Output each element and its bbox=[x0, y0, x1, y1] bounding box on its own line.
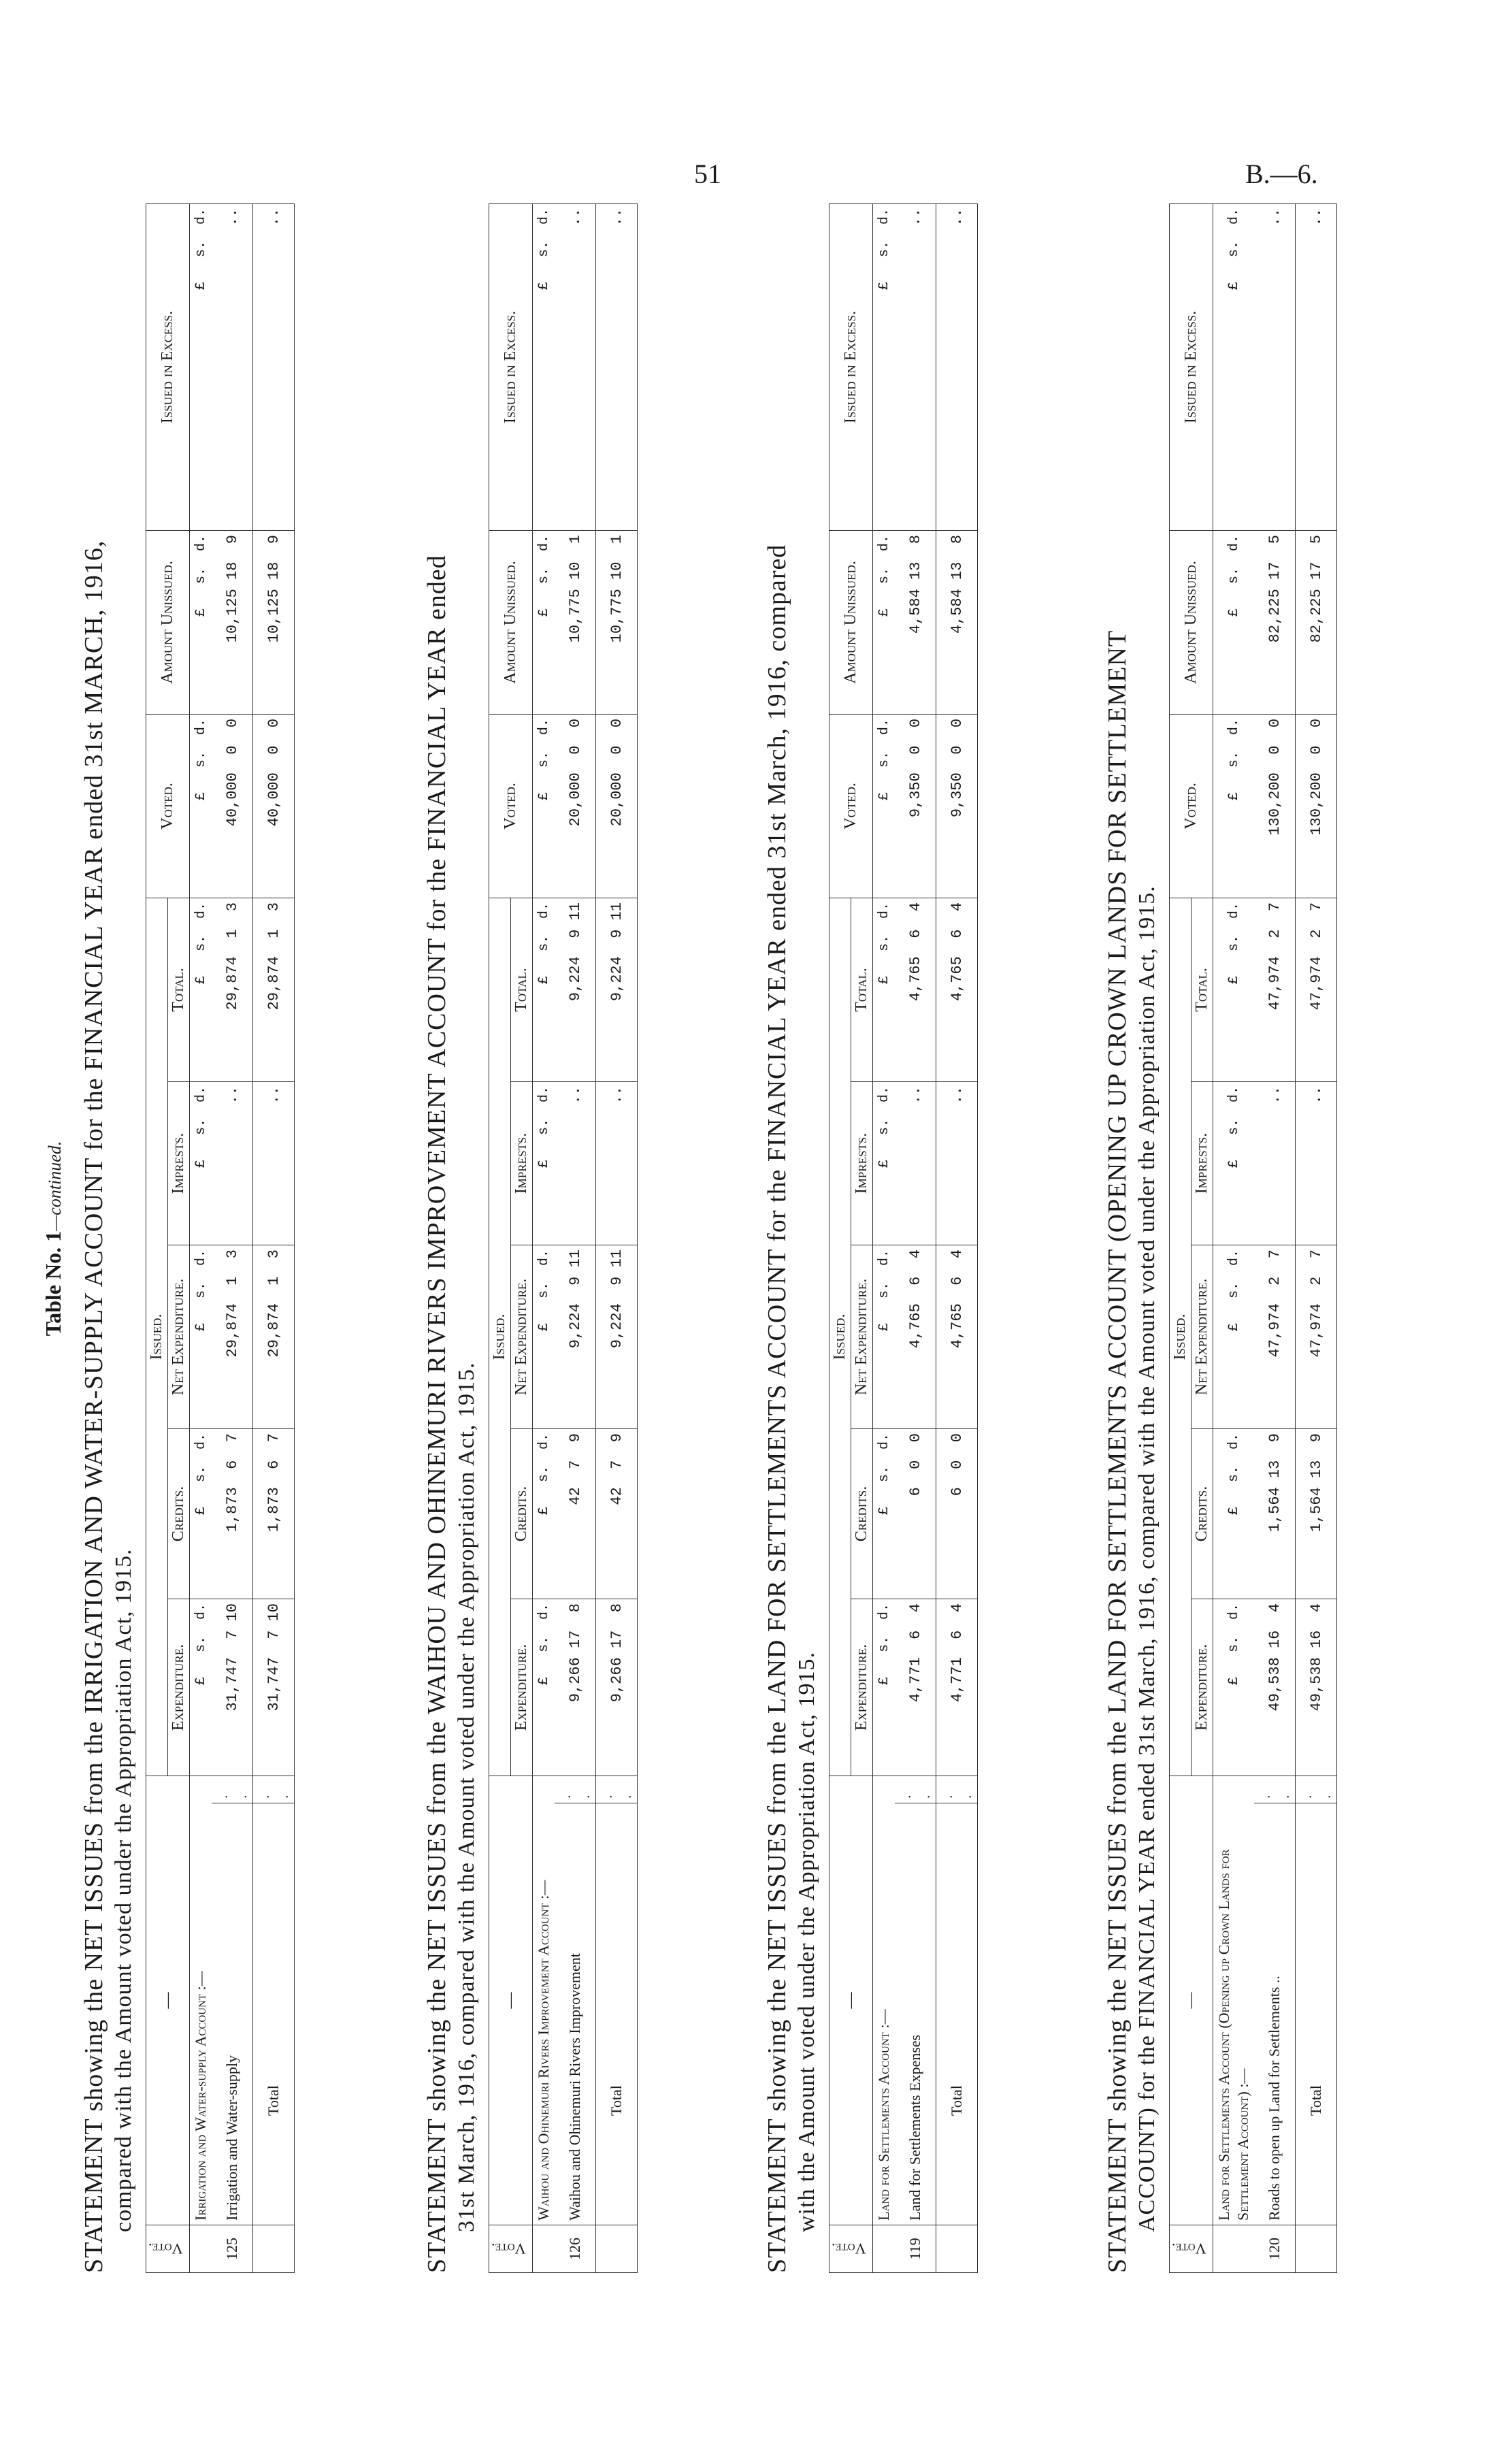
units-label: £ s. d. bbox=[190, 714, 212, 898]
total-issued-in-excess-cell: .. bbox=[596, 203, 638, 530]
units-label: £ s. d. bbox=[533, 1429, 555, 1599]
total-credits-cell: 6 0 0 bbox=[936, 1429, 978, 1599]
units-label: £ s. d. bbox=[190, 1245, 212, 1429]
units-label: £ s. d. bbox=[1213, 530, 1255, 714]
net-expenditure-cell: 4,765 6 4 bbox=[895, 1245, 936, 1429]
total-amount-unissued-cell: 10,125 18 9 bbox=[253, 530, 295, 714]
issued-in-excess-header: Issued in Excess. bbox=[489, 203, 533, 530]
amount-unissued-header: Amount Unissued. bbox=[829, 530, 873, 714]
net-expenditure-cell: 29,874 1 3 bbox=[212, 1245, 253, 1429]
total-row bbox=[1296, 203, 1337, 2272]
total-voted-cell: 20,000 0 0 bbox=[596, 714, 638, 898]
voted-cell: 9,350 0 0 bbox=[895, 714, 936, 898]
voted-cell: 40,000 0 0 bbox=[212, 714, 253, 898]
units-label: £ s. d. bbox=[190, 1429, 212, 1599]
statement-title-line2: ACCOUNT) for the FINANCIAL YEAR ended 31st March, 1916, compared with the Amount voted under the Appropriation Act, 1915. bbox=[1134, 885, 1160, 2232]
statement-title-line1: STATEMENT showing the NET ISSUES from the LAND FOR SETTLEMENTS ACCOUNT (OPENING UP CROWN LANDS FOR SETTLEMENT bbox=[1103, 629, 1132, 2273]
total-issued-in-excess-cell: .. bbox=[1296, 203, 1337, 530]
rotated-content bbox=[41, 204, 1443, 2273]
total-header: Total. bbox=[511, 898, 533, 1081]
total-amount-unissued-cell: 10,775 10 1 bbox=[596, 530, 638, 714]
total-voted-cell: 130,200 0 0 bbox=[1296, 714, 1337, 898]
vote-number: 120 bbox=[1254, 2225, 1296, 2273]
units-label: £ s. d. bbox=[533, 203, 555, 530]
units-label: £ s. d. bbox=[873, 1245, 895, 1429]
units-label: £ s. d. bbox=[873, 1599, 895, 1776]
item-description: Irrigation and Water-supply bbox=[212, 1803, 253, 2225]
issued-in-excess-cell: .. bbox=[1254, 203, 1296, 530]
total-imprests-cell: .. bbox=[253, 1082, 295, 1245]
units-label: £ s. d. bbox=[190, 203, 212, 530]
statement-section-119 bbox=[762, 204, 978, 2273]
statement-title-line2: with the Amount voted under the Appropriation Act, 1915. bbox=[794, 1651, 819, 2232]
units-label: £ s. d. bbox=[1213, 1245, 1255, 1429]
header-row-1 bbox=[1170, 203, 1191, 2272]
item-row bbox=[555, 203, 596, 2272]
total-imprests-cell: .. bbox=[596, 1082, 638, 1245]
leader-dots: . . bbox=[936, 1776, 978, 1803]
total-net-expenditure-cell: 29,874 1 3 bbox=[253, 1245, 295, 1429]
voted-header: Voted. bbox=[829, 714, 873, 898]
net-expenditure-cell: 47,974 2 7 bbox=[1254, 1245, 1296, 1429]
amount-unissued-cell: 4,584 13 8 bbox=[895, 530, 936, 714]
total-cell: 9,224 9 11 bbox=[555, 898, 596, 1081]
leader-dots: . . bbox=[1254, 1776, 1296, 1803]
description-header: — bbox=[146, 1776, 190, 2225]
net-expenditure-header: Net Expenditure. bbox=[1191, 1245, 1213, 1429]
expenditure-cell: 9,266 17 8 bbox=[555, 1599, 596, 1776]
units-label: £ s. d. bbox=[533, 1245, 555, 1429]
statement-title-line1: STATEMENT showing the NET ISSUES from the LAND FOR SETTLEMENTS ACCOUNT for the FINANCIAL YEAR ended 31st March, 1916, compared bbox=[763, 544, 791, 2273]
units-label: £ s. d. bbox=[873, 1082, 895, 1245]
page-number: 51 bbox=[694, 159, 721, 189]
statement-title-line2: 31st March, 1916, compared with the Amount voted under the Appropriation Act, 1915. bbox=[454, 1362, 479, 2232]
leader-dots: . . bbox=[1296, 1776, 1337, 1803]
imprests-cell: .. bbox=[895, 1082, 936, 1245]
units-label: £ s. d. bbox=[1213, 203, 1255, 530]
leader-dots: . . bbox=[555, 1776, 596, 1803]
net-expenditure-header: Net Expenditure. bbox=[168, 1245, 190, 1429]
total-imprests-cell: .. bbox=[1296, 1082, 1337, 1245]
statement-title bbox=[79, 204, 139, 2273]
units-label: £ s. d. bbox=[1213, 1599, 1255, 1776]
units-label: £ s. d. bbox=[1213, 1082, 1255, 1245]
total-row bbox=[253, 203, 295, 2272]
voted-header: Voted. bbox=[1170, 714, 1213, 898]
units-label: £ s. d. bbox=[190, 1082, 212, 1245]
statement-title bbox=[762, 204, 822, 2273]
statement-table bbox=[146, 203, 295, 2273]
units-label: £ s. d. bbox=[533, 1599, 555, 1776]
vote-header: Vote. bbox=[146, 2225, 190, 2273]
issued-header: Issued. bbox=[829, 898, 851, 1776]
amount-unissued-cell: 10,125 18 9 bbox=[212, 530, 253, 714]
total-net-expenditure-cell: 47,974 2 7 bbox=[1296, 1245, 1337, 1429]
item-row bbox=[895, 203, 936, 2272]
amount-unissued-header: Amount Unissued. bbox=[1170, 530, 1213, 714]
header-row-1 bbox=[146, 203, 168, 2272]
total-issued-in-excess-cell: .. bbox=[253, 203, 295, 530]
item-description: Land for Settlements Expenses bbox=[895, 1803, 936, 2225]
units-label: £ s. d. bbox=[533, 714, 555, 898]
imprests-header: Imprests. bbox=[511, 1082, 533, 1245]
total-voted-cell: 9,350 0 0 bbox=[936, 714, 978, 898]
units-label: £ s. d. bbox=[190, 530, 212, 714]
total-issued-in-excess-cell: .. bbox=[936, 203, 978, 530]
units-row bbox=[533, 203, 555, 2272]
header-row-1 bbox=[489, 203, 511, 2272]
credits-header: Credits. bbox=[511, 1429, 533, 1599]
credits-header: Credits. bbox=[851, 1429, 873, 1599]
voted-cell: 20,000 0 0 bbox=[555, 714, 596, 898]
units-label: £ s. d. bbox=[873, 714, 895, 898]
total-header: Total. bbox=[168, 898, 190, 1081]
issued-header: Issued. bbox=[1170, 898, 1191, 1776]
total-total-cell: 47,974 2 7 bbox=[1296, 898, 1337, 1081]
total-cell: 47,974 2 7 bbox=[1254, 898, 1296, 1081]
units-label: £ s. d. bbox=[1213, 714, 1255, 898]
leader-dots: . . bbox=[212, 1776, 253, 1803]
units-row bbox=[873, 203, 895, 2272]
expenditure-cell: 31,747 7 10 bbox=[212, 1599, 253, 1776]
credits-header: Credits. bbox=[1191, 1429, 1213, 1599]
total-voted-cell: 40,000 0 0 bbox=[253, 714, 295, 898]
units-label: £ s. d. bbox=[533, 530, 555, 714]
units-label: £ s. d. bbox=[873, 1429, 895, 1599]
net-expenditure-header: Net Expenditure. bbox=[851, 1245, 873, 1429]
vote-header: Vote. bbox=[829, 2225, 873, 2273]
imprests-cell: .. bbox=[555, 1082, 596, 1245]
account-heading: Land for Settlements Account (Opening up Crown Lands for Settlement Account) :— bbox=[1213, 1776, 1255, 2225]
description-header: — bbox=[829, 1776, 873, 2225]
amount-unissued-cell: 10,775 10 1 bbox=[555, 530, 596, 714]
total-expenditure-cell: 31,747 7 10 bbox=[253, 1599, 295, 1776]
units-label: £ s. d. bbox=[533, 1082, 555, 1245]
total-total-cell: 29,874 1 3 bbox=[253, 898, 295, 1081]
total-total-cell: 4,765 6 4 bbox=[936, 898, 978, 1081]
statement-section-125 bbox=[79, 204, 295, 2273]
units-row bbox=[190, 203, 212, 2272]
total-net-expenditure-cell: 4,765 6 4 bbox=[936, 1245, 978, 1429]
item-description: Roads to open up Land for Settlements .. bbox=[1254, 1803, 1296, 2225]
amount-unissued-header: Amount Unissued. bbox=[146, 530, 190, 714]
total-label: Total bbox=[936, 1803, 978, 2225]
description-header: — bbox=[489, 1776, 533, 2225]
issued-in-excess-header: Issued in Excess. bbox=[829, 203, 873, 530]
statement-title-line1: STATEMENT showing the NET ISSUES from the IRRIGATION AND WATER-SUPPLY ACCOUNT for the FINANCIAL YEAR ended 31st MARCH, 1916, bbox=[80, 540, 108, 2273]
sheet-reference: B.—6. bbox=[1245, 159, 1318, 189]
total-imprests-cell: .. bbox=[936, 1082, 978, 1245]
total-net-expenditure-cell: 9,224 9 11 bbox=[596, 1245, 638, 1429]
amount-unissued-cell: 82,225 17 5 bbox=[1254, 530, 1296, 714]
credits-cell: 42 7 9 bbox=[555, 1429, 596, 1599]
total-credits-cell: 42 7 9 bbox=[596, 1429, 638, 1599]
account-heading: Land for Settlements Account :— bbox=[873, 1776, 895, 2225]
total-header: Total. bbox=[1191, 898, 1213, 1081]
amount-unissued-header: Amount Unissued. bbox=[489, 530, 533, 714]
statement-title-line1: STATEMENT showing the NET ISSUES from the WAIHOU AND OHINEMURI RIVERS IMPROVEMENT ACCOUNT for the FINANCIAL YEAR ended bbox=[423, 555, 451, 2273]
total-expenditure-cell: 49,538 16 4 bbox=[1296, 1599, 1337, 1776]
expenditure-header: Expenditure. bbox=[511, 1599, 533, 1776]
expenditure-cell: 49,538 16 4 bbox=[1254, 1599, 1296, 1776]
statement-table bbox=[829, 203, 978, 2273]
expenditure-header: Expenditure. bbox=[1191, 1599, 1213, 1776]
units-label: £ s. d. bbox=[533, 898, 555, 1081]
voted-cell: 130,200 0 0 bbox=[1254, 714, 1296, 898]
net-expenditure-cell: 9,224 9 11 bbox=[555, 1245, 596, 1429]
issued-in-excess-header: Issued in Excess. bbox=[1170, 203, 1213, 530]
imprests-header: Imprests. bbox=[851, 1082, 873, 1245]
units-label: £ s. d. bbox=[1213, 1429, 1255, 1599]
total-header: Total. bbox=[851, 898, 873, 1081]
table-caption-suffix: —continued. bbox=[45, 1141, 65, 1231]
issued-header: Issued. bbox=[489, 898, 511, 1776]
units-label: £ s. d. bbox=[873, 898, 895, 1081]
credits-header: Credits. bbox=[168, 1429, 190, 1599]
header-row-1 bbox=[829, 203, 851, 2272]
imprests-header: Imprests. bbox=[1191, 1082, 1213, 1245]
units-label: £ s. d. bbox=[873, 203, 895, 530]
total-cell: 29,874 1 3 bbox=[212, 898, 253, 1081]
item-row bbox=[212, 203, 253, 2272]
leader-dots: . . bbox=[253, 1776, 295, 1803]
voted-header: Voted. bbox=[489, 714, 533, 898]
total-row bbox=[596, 203, 638, 2272]
issued-in-excess-cell: .. bbox=[212, 203, 253, 530]
table-caption-title: Table No. 1 bbox=[41, 1230, 65, 1337]
units-label: £ s. d. bbox=[190, 898, 212, 1081]
vote-header: Vote. bbox=[489, 2225, 533, 2273]
credits-cell: 6 0 0 bbox=[895, 1429, 936, 1599]
voted-header: Voted. bbox=[146, 714, 190, 898]
vote-number: 126 bbox=[555, 2225, 596, 2273]
expenditure-header: Expenditure. bbox=[168, 1599, 190, 1776]
units-label: £ s. d. bbox=[873, 530, 895, 714]
imprests-header: Imprests. bbox=[168, 1082, 190, 1245]
units-row bbox=[1213, 203, 1255, 2272]
total-expenditure-cell: 4,771 6 4 bbox=[936, 1599, 978, 1776]
expenditure-header: Expenditure. bbox=[851, 1599, 873, 1776]
total-cell: 4,765 6 4 bbox=[895, 898, 936, 1081]
vote-header: Vote. bbox=[1170, 2225, 1213, 2273]
vote-number: 119 bbox=[895, 2225, 936, 2273]
vote-number: 125 bbox=[212, 2225, 253, 2273]
total-total-cell: 9,224 9 11 bbox=[596, 898, 638, 1081]
imprests-cell: .. bbox=[1254, 1082, 1296, 1245]
units-label: £ s. d. bbox=[1213, 898, 1255, 1081]
total-credits-cell: 1,873 6 7 bbox=[253, 1429, 295, 1599]
total-label: Total bbox=[596, 1803, 638, 2225]
statement-table bbox=[489, 203, 638, 2273]
statement-table bbox=[1169, 203, 1337, 2273]
item-description: Waihou and Ohinemuri Rivers Improvement bbox=[555, 1803, 596, 2225]
total-amount-unissued-cell: 82,225 17 5 bbox=[1296, 530, 1337, 714]
statement-title-line2: compared with the Amount voted under the Appropriation Act, 1915. bbox=[111, 1548, 136, 2232]
issued-in-excess-cell: .. bbox=[895, 203, 936, 530]
expenditure-cell: 4,771 6 4 bbox=[895, 1599, 936, 1776]
table-caption bbox=[41, 204, 71, 2273]
issued-header: Issued. bbox=[146, 898, 168, 1776]
account-heading: Waihou and Ohinemuri Rivers Improvement Account :— bbox=[533, 1776, 555, 2225]
credits-cell: 1,873 6 7 bbox=[212, 1429, 253, 1599]
total-label: Total bbox=[253, 1803, 295, 2225]
item-row bbox=[1254, 203, 1296, 2272]
units-label: £ s. d. bbox=[190, 1599, 212, 1776]
leader-dots: . . bbox=[596, 1776, 638, 1803]
total-label: Total bbox=[1296, 1803, 1337, 2225]
total-amount-unissued-cell: 4,584 13 8 bbox=[936, 530, 978, 714]
credits-cell: 1,564 13 9 bbox=[1254, 1429, 1296, 1599]
statement-section-126 bbox=[422, 204, 638, 2273]
leader-dots: . . bbox=[895, 1776, 936, 1803]
total-credits-cell: 1,564 13 9 bbox=[1296, 1429, 1337, 1599]
total-row bbox=[936, 203, 978, 2272]
description-header: — bbox=[1170, 1776, 1213, 2225]
issued-in-excess-header: Issued in Excess. bbox=[146, 203, 190, 530]
imprests-cell: .. bbox=[212, 1082, 253, 1245]
account-heading: Irrigation and Water-supply Account :— bbox=[190, 1776, 212, 2225]
statement-title bbox=[422, 204, 482, 2273]
net-expenditure-header: Net Expenditure. bbox=[511, 1245, 533, 1429]
statement-section-120 bbox=[1102, 204, 1337, 2273]
issued-in-excess-cell: .. bbox=[555, 203, 596, 530]
statement-title bbox=[1102, 204, 1162, 2273]
total-expenditure-cell: 9,266 17 8 bbox=[596, 1599, 638, 1776]
